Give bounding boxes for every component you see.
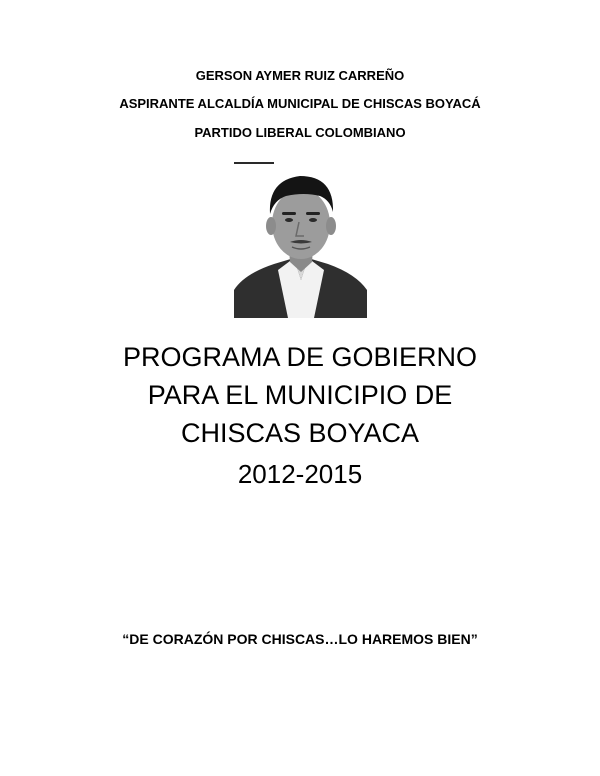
candidate-role: ASPIRANTE ALCALDÍA MUNICIPAL DE CHISCAS BOYACÁ (119, 96, 481, 111)
campaign-slogan: “DE CORAZÓN POR CHISCAS…LO HAREMOS BIEN” (122, 631, 478, 647)
program-title (0, 338, 600, 452)
program-title-line: CHISCAS BOYACA (180, 418, 420, 448)
candidate-photo (234, 162, 367, 318)
party-name: PARTIDO LIBERAL COLOMBIANO (194, 125, 406, 140)
candidate-portrait-image (234, 162, 367, 318)
program-title-line: PARA EL MUNICIPIO DE (147, 380, 453, 410)
program-title-line: PROGRAMA DE GOBIERNO (122, 342, 478, 372)
program-years: 2012-2015 (237, 459, 363, 489)
candidate-name: GERSON AYMER RUIZ CARREÑO (195, 68, 405, 83)
